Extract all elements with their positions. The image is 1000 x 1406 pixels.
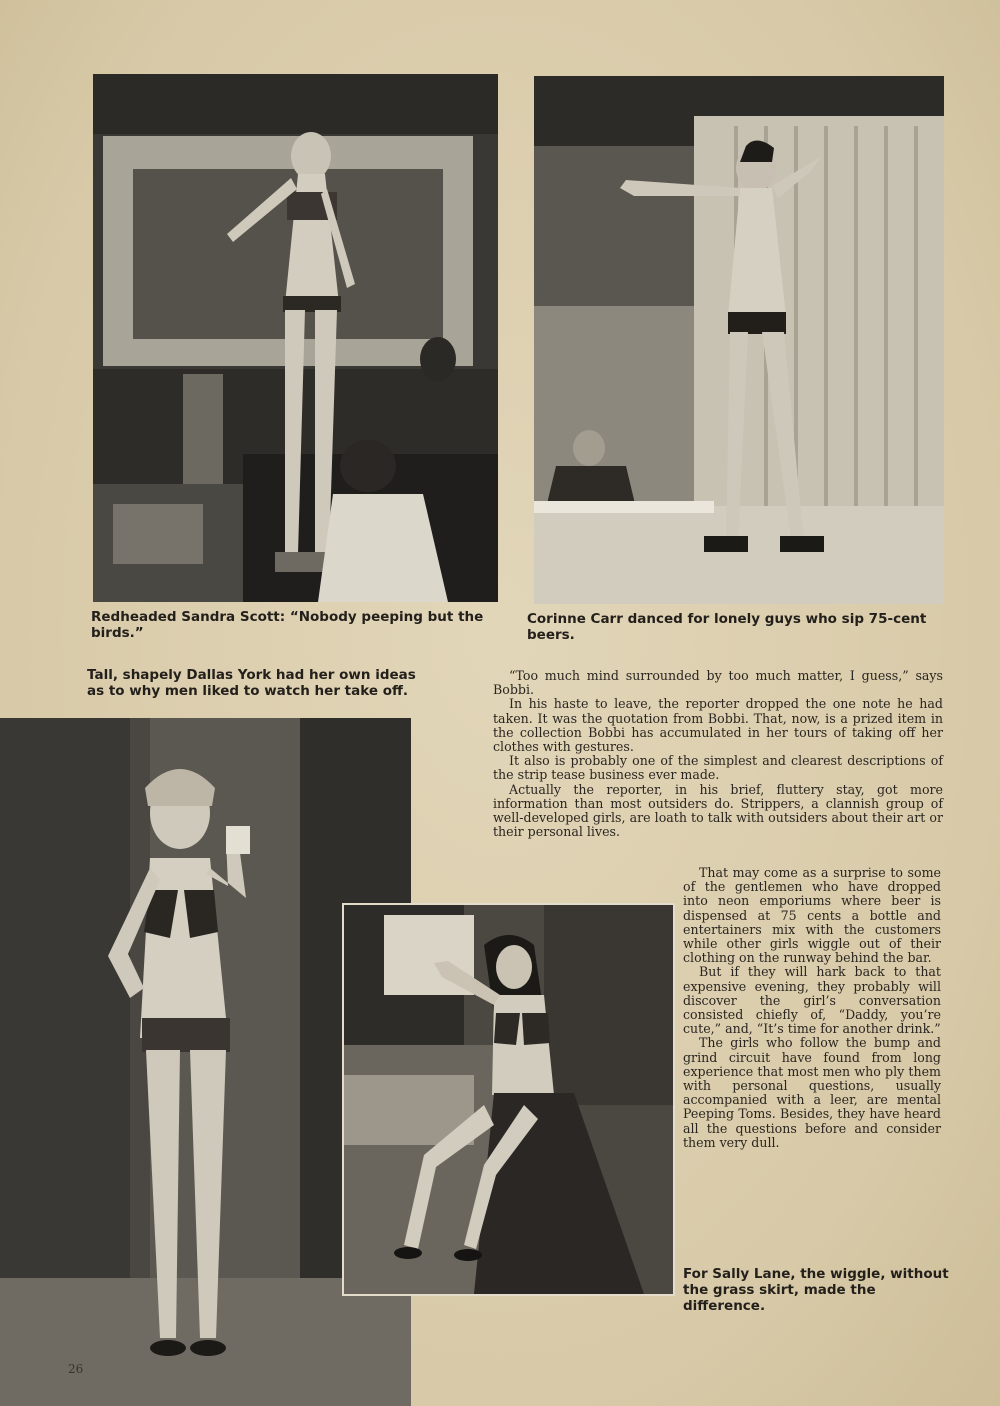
caption-photo-3 xyxy=(87,667,417,699)
page-number: 26 xyxy=(68,1362,84,1376)
article-paragraph: Actually the reporter, in his brief, fluttery stay, got more information than most outsiders do. Strippers, a clannish group of well-developed girls, are loath to talk with outsiders about their art or their personal lives. xyxy=(493,781,943,840)
photo-sandra-scott xyxy=(93,74,498,602)
photo-sally-lane xyxy=(342,903,675,1296)
caption-photo-1: Redheaded Sandra Scott: “Nobody peeping but the birds.” xyxy=(91,609,484,641)
article-paragraph: In his haste to leave, the reporter dropped the one note he had taken. It was the quotation from Bobbi. That, now, is a prized item in the collection Bobbi has accumulated in her tours of taking off her clothes with gestures. xyxy=(493,696,943,755)
article-paragraph: “Too much mind surrounded by too much matter, I guess,” says Bobbi. xyxy=(493,668,943,698)
article-paragraph: But if they will hark back to that expensive evening, they probably will discover the girl’s conversation consisted chiefly of, “Daddy, you’re cute,” and, “It’s time for another drink.” xyxy=(683,964,941,1037)
caption-photo-4-line-1: For Sally Lane, the wiggle, without xyxy=(683,1266,949,1282)
caption-photo-2: Corinne Carr danced for lonely guys who sip 75-cent beers. xyxy=(527,611,927,643)
photo-sandra-scott-image xyxy=(93,74,498,602)
photo-corinne-carr-image xyxy=(534,76,944,604)
photo-sally-lane-image xyxy=(344,905,673,1294)
photo-corinne-carr xyxy=(534,76,944,604)
article-column-narrow xyxy=(683,866,941,1150)
article-paragraph: That may come as a surprise to some of the gentlemen who have dropped into neon emporiums where beer is dispensed at 75 cents a bottle and entertainers mix with the customers while other girls wiggle out of their clothing on the runway behind the bar. xyxy=(683,865,941,966)
article-paragraph: It also is probably one of the simplest and clearest descriptions of the strip tease business ever made. xyxy=(493,753,943,783)
caption-photo-4 xyxy=(683,1266,953,1314)
article-column-top xyxy=(493,669,943,839)
caption-photo-3-line-2: as to why men liked to watch her take off. xyxy=(87,683,409,699)
article-paragraph: The girls who follow the bump and grind circuit have found from long experience that most men who ply them with personal questions, usually accompanied with a leer, are mental Peeping Toms. Besides, they have heard all the questions before and consider them very dull. xyxy=(683,1035,941,1150)
caption-photo-4-line-2: the grass skirt, made the difference. xyxy=(683,1282,876,1314)
caption-photo-3-line-1: Tall, shapely Dallas York had her own ideas xyxy=(87,667,416,683)
